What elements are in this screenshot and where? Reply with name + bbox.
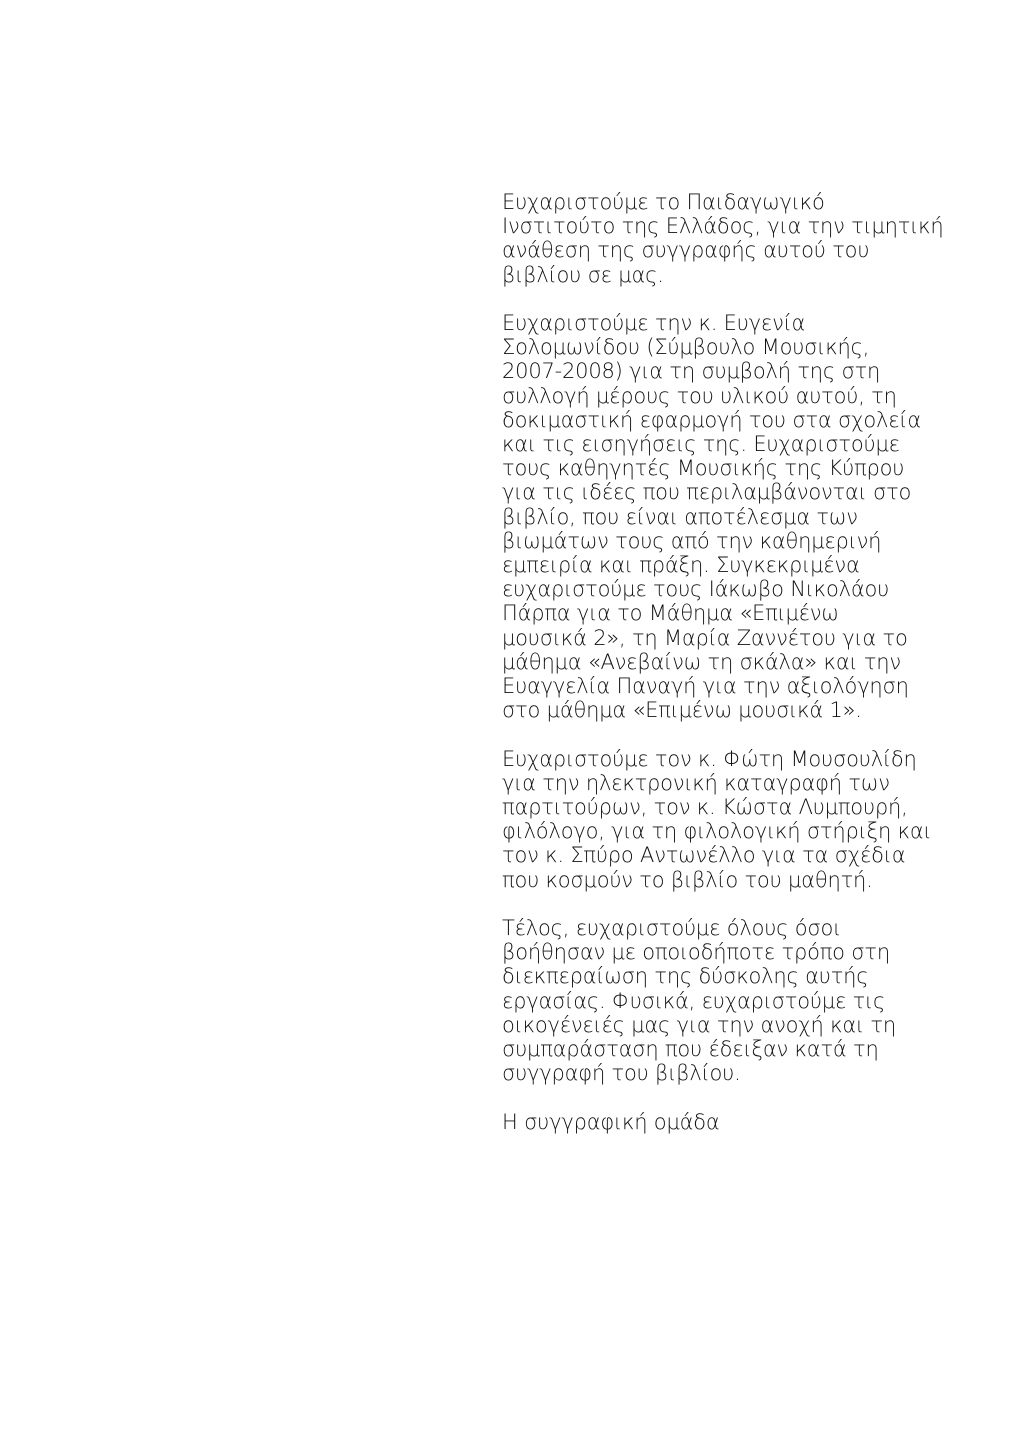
text-line: στο μάθημα «Επιμένω μουσικά 1». (502, 698, 862, 723)
acknowledgements-text (502, 190, 944, 1134)
acknowledgement-paragraph-1 (502, 190, 944, 287)
text-line: παρτιτούρων, τον κ. Κώστα Λυμπουρή, (502, 795, 908, 820)
text-line: βιβλίο, που είναι αποτέλεσμα των (502, 504, 858, 529)
author-signature (502, 1110, 922, 1134)
text-line: διεκπεραίωση της δύσκολης αυτής (502, 964, 869, 989)
text-line: μουσικά 2», τη Μαρία Ζαννέτου για το (502, 625, 908, 650)
text-line: φιλόλογο, για τη φιλολογική στήριξη και (502, 819, 932, 844)
acknowledgement-paragraph-3 (502, 746, 932, 892)
text-line: βοήθησαν με οποιοδήποτε τρόπο στη (502, 940, 890, 965)
text-line: Ευαγγελία Παναγή για την αξιολόγηση (502, 674, 909, 699)
text-line: συλλογή μέρους του υλικού αυτού, τη (502, 383, 897, 408)
text-line: για τις ιδέες που περιλαμβάνονται στο (502, 480, 912, 505)
text-line: Πάρπα για το Μάθημα «Επιμένω (502, 601, 839, 626)
text-line: συμπαράσταση που έδειξαν κατά τη (502, 1037, 879, 1062)
text-line: που κοσμούν το βιβλίο του μαθητή. (502, 867, 873, 892)
text-line: και τις εισηγήσεις της. Ευχαριστούμε (502, 432, 900, 457)
text-line: Σολομωνίδου (Σύμβουλο Μουσικής, (502, 335, 870, 360)
text-line: Ινστιτούτο της Ελλάδος, για την τιμητική (502, 214, 944, 239)
acknowledgement-paragraph-2 (502, 311, 922, 722)
text-line: τους καθηγητές Μουσικής της Κύπρου (502, 456, 905, 481)
text-line: Ευχαριστούμε το Παιδαγωγικό (502, 190, 825, 214)
acknowledgement-paragraph-4 (502, 916, 922, 1085)
text-line: για την ηλεκτρονική καταγραφή των (502, 770, 890, 795)
text-line: συγγραφή του βιβλίου. (502, 1061, 741, 1086)
text-line: ευχαριστούμε τους Ιάκωβο Νικολάου (502, 577, 890, 602)
text-line: εργασίας. Φυσικά, ευχαριστούμε τις (502, 988, 886, 1013)
text-line: οικογένειές μας για την ανοχή και τη (502, 1012, 896, 1037)
text-line: βιβλίου σε μας. (502, 262, 664, 287)
text-line: δοκιμαστική εφαρμογή του στα σχολεία (502, 407, 921, 432)
text-line: ανάθεση της συγγραφής αυτού του (502, 238, 870, 263)
signature-text: Η συγγραφική ομάδα (502, 1109, 720, 1134)
text-line: Ευχαριστούμε την κ. Ευγενία (502, 311, 806, 335)
text-line: 2007-2008) για τη συμβολή της στη (502, 359, 881, 384)
text-line: εμπειρία και πράξη. Συγκεκριμένα (502, 553, 860, 578)
text-line: τον κ. Σπύρο Αντωνέλλο για τα σχέδια (502, 843, 906, 868)
text-line: Τέλος, ευχαριστούμε όλους όσοι (502, 916, 842, 941)
text-line: βιωμάτων τους από την καθημερινή (502, 528, 882, 553)
text-line: Ευχαριστούμε τον κ. Φώτη Μουσουλίδη (502, 746, 917, 771)
text-line: μάθημα «Ανεβαίνω τη σκάλα» και την (502, 649, 901, 674)
